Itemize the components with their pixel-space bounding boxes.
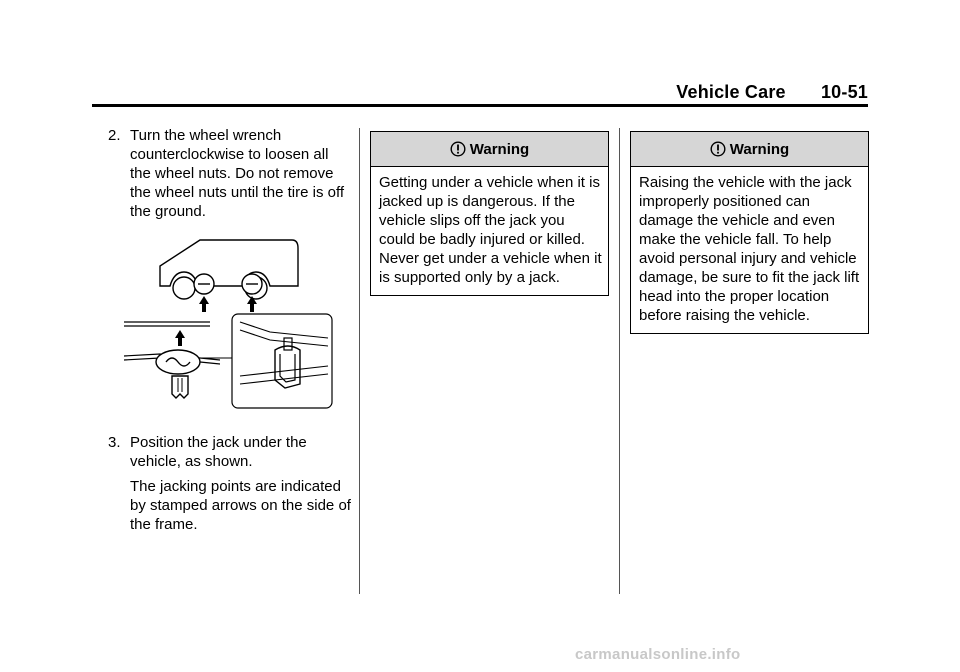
page-number: 10-51 xyxy=(820,82,868,102)
column-left xyxy=(108,126,348,221)
step-text: Turn the wheel wrench counterclockwise to loosen all the wheel nuts. Do not remove the wheel nuts until the tire is off the ground. xyxy=(130,127,345,220)
step-2 xyxy=(108,126,348,221)
warning-title: Warning xyxy=(729,140,790,158)
warning-header xyxy=(371,132,608,167)
step-subtext: The jacking points are indicated by stamped arrows on the side of the frame. xyxy=(130,478,351,533)
warning-title: Warning xyxy=(469,140,530,158)
step-text: Position the jack under the vehicle, as shown. xyxy=(130,434,307,470)
warning-text: Getting under a vehicle when it is jacked up is dangerous. If the vehicle slips off the jack you could be badly injured or killed. Never get under a vehicle when it is supported only by a jack. xyxy=(379,174,602,286)
warning-icon xyxy=(450,141,466,157)
jacking-point-illustration xyxy=(120,226,348,414)
warning-text: Raising the vehicle with the jack improperly positioned can damage the vehicle and even make the vehicle fall. To help avoid personal injury and vehicle damage, be sure to fit the jack lift head into the proper location before raising the vehicle. xyxy=(639,174,860,324)
warning-header xyxy=(631,132,868,167)
section-title: Vehicle Care xyxy=(676,82,786,102)
warning-box xyxy=(370,131,609,296)
step-3 xyxy=(108,433,353,534)
column-divider xyxy=(359,128,360,594)
page-header xyxy=(676,82,868,103)
warning-icon xyxy=(710,141,726,157)
step-number: 2. xyxy=(108,127,121,144)
warning-box xyxy=(630,131,869,334)
header-rule xyxy=(92,104,868,107)
step-number: 3. xyxy=(108,434,121,451)
column-divider xyxy=(619,128,620,594)
watermark: carmanualsonline.info xyxy=(575,646,741,663)
step-3-body xyxy=(108,433,353,471)
